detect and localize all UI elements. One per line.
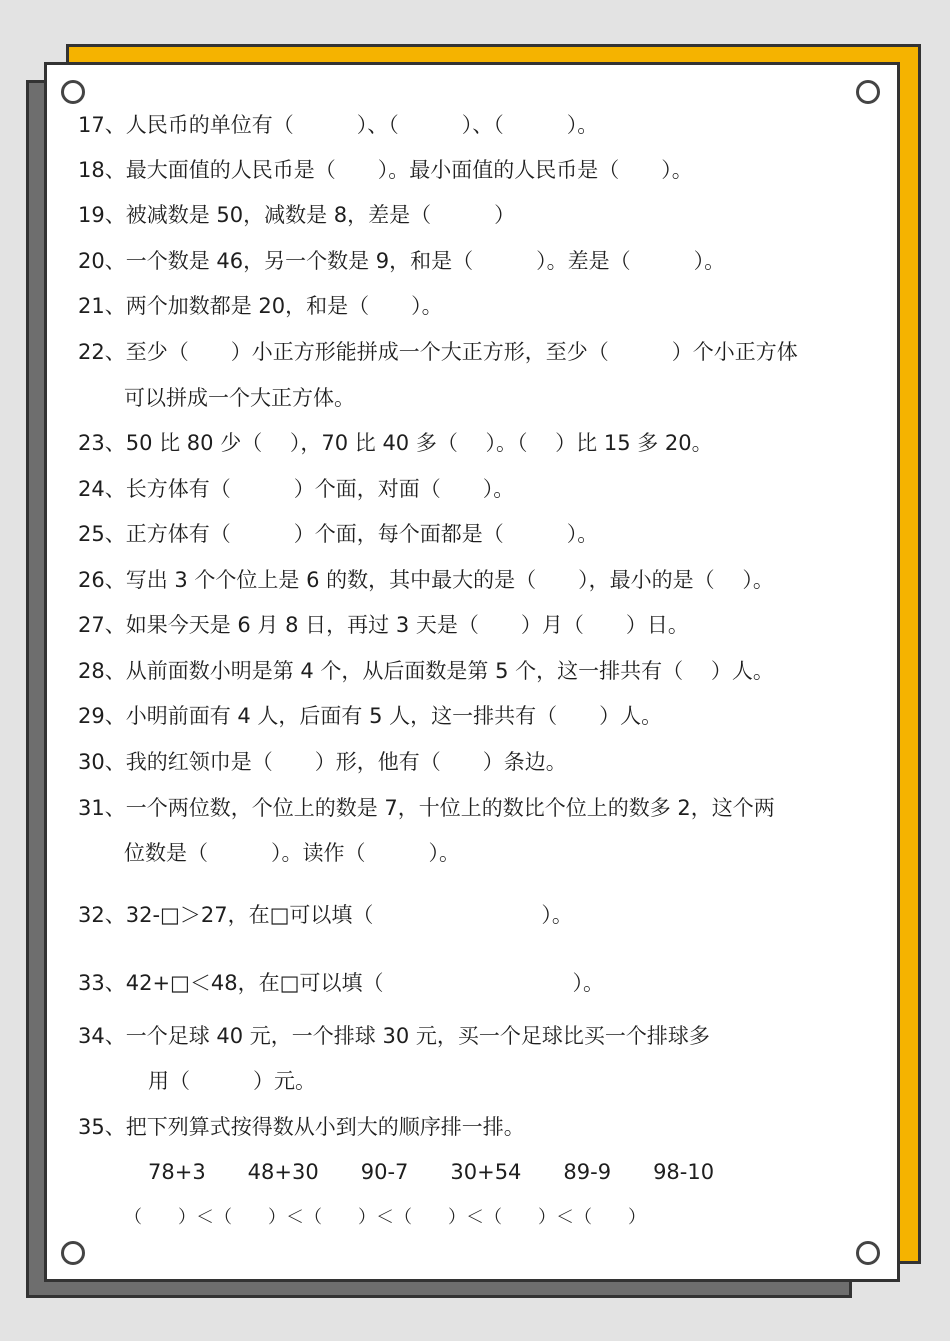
question-29: 29、小明前面有 4 人，后面有 5 人，这一排共有（ ）人。: [78, 704, 663, 728]
question-21: 21、两个加数都是 20，和是（ ）。: [78, 294, 443, 318]
pin-bottom-right-icon: [856, 1241, 880, 1265]
pin-bottom-left-icon: [61, 1241, 85, 1265]
question-34-line1: 34、一个足球 40 元，一个排球 30 元，买一个足球比买一个排球多: [78, 1024, 710, 1048]
pin-top-left-icon: [61, 80, 85, 104]
question-35-answer-blanks: （ ）＜（ ）＜（ ）＜（ ）＜（ ）＜（ ）: [124, 1207, 646, 1228]
question-22-line1: 22、至少（ ）小正方形能拼成一个大正方形，至少（ ）个小正方体: [78, 340, 798, 364]
question-17: 17、人民币的单位有（ ）、（ ）、（ ）。: [78, 113, 599, 137]
question-31-line1: 31、一个两位数，个位上的数是 7，十位上的数比个位上的数多 2，这个两: [78, 796, 775, 820]
question-19: 19、被减数是 50，减数是 8，差是（ ）: [78, 203, 516, 227]
pin-top-right-icon: [856, 80, 880, 104]
question-31-line2: 位数是（ ）。读作（ ）。: [124, 841, 460, 865]
question-35: 35、把下列算式按得数从小到大的顺序排一排。: [78, 1115, 525, 1139]
question-33: 33、42+□＜48，在□可以填（ ）。: [78, 971, 604, 995]
question-27: 27、如果今天是 6 月 8 日，再过 3 天是（ ）月（ ）日。: [78, 613, 689, 637]
question-20: 20、一个数是 46，另一个数是 9，和是（ ）。差是（ ）。: [78, 249, 726, 273]
question-34-line2: 用（ ）元。: [148, 1069, 316, 1093]
question-18: 18、最大面值的人民币是（ ）。最小面值的人民币是（ ）。: [78, 158, 693, 182]
question-26: 26、写出 3 个个位上是 6 的数，其中最大的是（ ），最小的是（ ）。: [78, 568, 774, 592]
question-23: 23、50 比 80 少（ ），70 比 40 多（ ）。（ ）比 15 多 20。: [78, 431, 713, 455]
question-35-expressions: 78+3 48+30 90-7 30+54 89-9 98-10: [148, 1160, 715, 1184]
question-25: 25、正方体有（ ）个面，每个面都是（ ）。: [78, 522, 599, 546]
question-22-line2: 可以拼成一个大正方体。: [124, 386, 355, 410]
question-24: 24、长方体有（ ）个面，对面（ ）。: [78, 477, 515, 501]
question-30: 30、我的红领巾是（ ）形，他有（ ）条边。: [78, 750, 567, 774]
question-28: 28、从前面数小明是第 4 个，从后面数是第 5 个，这一排共有（ ）人。: [78, 659, 774, 683]
question-32: 32、32-□＞27，在□可以填（ ）。: [78, 903, 573, 927]
